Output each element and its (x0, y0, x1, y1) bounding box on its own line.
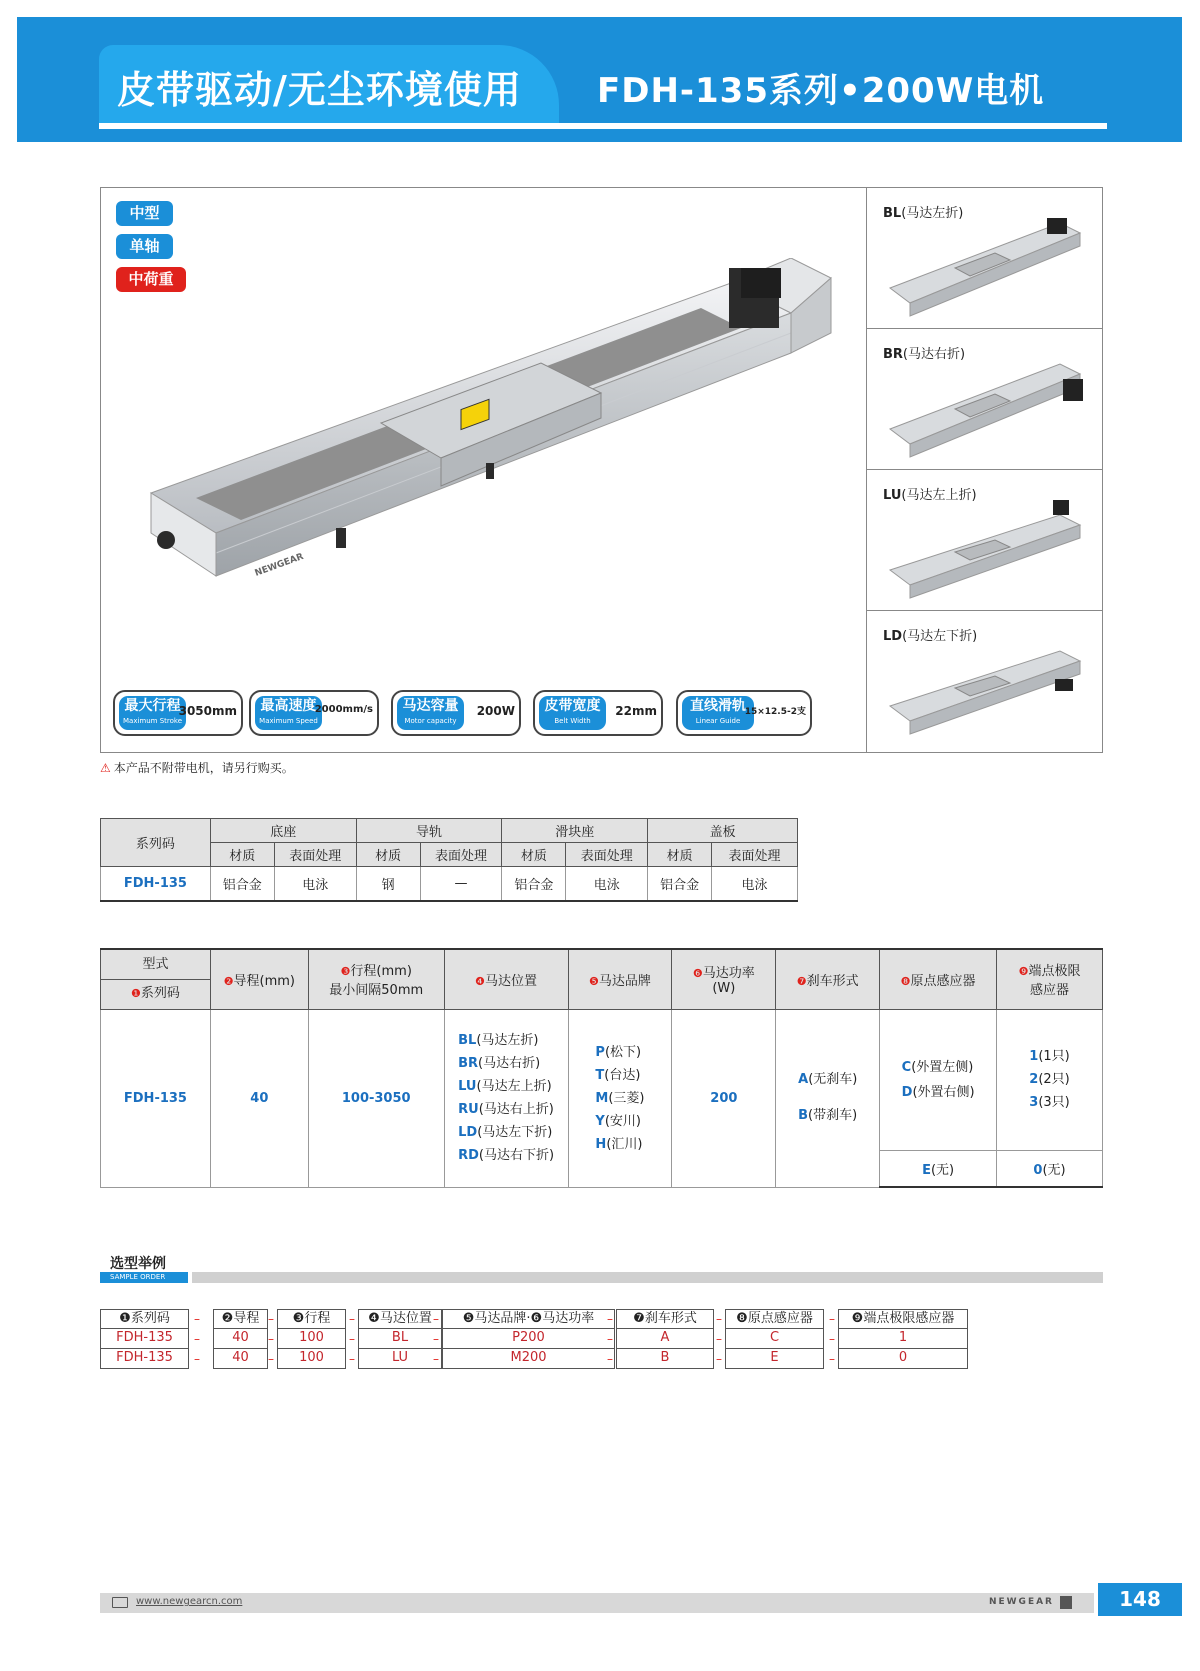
motor-brand-list: P(松下) T(台达) M(三菱) Y(安川) H(汇川) (568, 1009, 672, 1187)
variant-ld-image (885, 641, 1085, 741)
variant-br: BR(马达右折) (867, 329, 1102, 470)
separator-dash: – (716, 1312, 722, 1326)
separator-dash: – (716, 1332, 722, 1346)
mod-header-motor-brand: ❺马达品牌 (568, 949, 672, 1009)
separator-dash: – (268, 1332, 274, 1346)
limit-list: 1(1只) 2(2只) 3(3只) (997, 1009, 1103, 1151)
separator-dash: – (716, 1352, 722, 1366)
mod-header-motor-pos: ❹马达位置 (444, 949, 568, 1009)
separator-dash: – (433, 1312, 439, 1326)
separator-dash: – (194, 1332, 200, 1346)
sample-order-cell: M200 (442, 1349, 615, 1369)
sample-order-cell: 0 (838, 1349, 968, 1369)
sample-order-header-cell: ❹马达位置 (358, 1309, 442, 1329)
spec-belt-width: 皮带宽度 Belt Width 22mm (533, 690, 663, 736)
separator-dash: – (268, 1352, 274, 1366)
page-header (17, 17, 1182, 142)
page-number: 148 (1098, 1583, 1182, 1616)
separator-dash: – (268, 1312, 274, 1326)
material-table: 系列码 底座 导轨 滑块座 盖板 材质 表面处理 材质 表面处理 材质 表面处理 材质 表面处理 FDH-135 铝合金 电泳 钢 — 铝合金 电泳 铝合金 电泳 (100, 818, 798, 902)
separator-dash: – (607, 1352, 613, 1366)
table-row: FDH-135 铝合金 电泳 钢 — 铝合金 电泳 铝合金 电泳 (101, 867, 798, 901)
sample-order-header-cell: ❷导程 (213, 1309, 268, 1329)
variant-lu: LU(马达左上折) (867, 470, 1102, 611)
mat-header-rail: 导轨 (356, 819, 502, 843)
sample-order-cell: BL (358, 1329, 442, 1349)
sample-order-cell: B (616, 1349, 714, 1369)
product-image (141, 258, 841, 698)
footer-brand: NEWGEAR (988, 1597, 1054, 1607)
sample-order-cell: LU (358, 1349, 442, 1369)
mod-header-stroke: ❸行程(mm) 最小间隔50mm (308, 949, 444, 1009)
mod-header-limit: ❾端点极限 感应器 (997, 949, 1103, 1009)
variant-lu-image (885, 500, 1085, 600)
badge-load: 中荷重 (116, 267, 186, 292)
monitor-icon (112, 1597, 128, 1608)
header-left-title: 皮带驱动/无尘环境使用 (117, 68, 522, 112)
mod-header-brake: ❼刹车形式 (776, 949, 880, 1009)
sample-order-header-cell: ❾端点极限感应器 (838, 1309, 968, 1329)
warning-icon: ⚠ (100, 761, 111, 775)
separator-dash: – (433, 1352, 439, 1366)
separator-dash: – (349, 1312, 355, 1326)
sample-order-cell: P200 (442, 1329, 615, 1349)
sample-order-cell: FDH-135 (100, 1329, 189, 1349)
spec-max-speed: 最高速度 Maximum Speed 2000mm/s (249, 690, 379, 736)
separator-dash: – (829, 1352, 835, 1366)
sample-order-cell: A (616, 1329, 714, 1349)
mat-header-series: 系列码 (101, 819, 211, 867)
variant-br-image (885, 359, 1085, 459)
mat-header-cover: 盖板 (648, 819, 798, 843)
sample-order-cell: 40 (213, 1329, 268, 1349)
product-panel (100, 187, 1103, 753)
sample-order-title: 选型举例 (110, 1256, 166, 1272)
sample-order-header-cell: ❽原点感应器 (725, 1309, 824, 1329)
footer (100, 1593, 1094, 1613)
mod-header-lead: ❷导程(mm) (210, 949, 308, 1009)
spec-max-stroke: 最大行程 Maximum Stroke 3050mm (113, 690, 243, 736)
sample-order-cell: FDH-135 (100, 1349, 189, 1369)
sample-order-subtitle: SAMPLE ORDER (100, 1272, 188, 1283)
brand-engraving: NEWGEAR (253, 551, 305, 579)
product-main (101, 188, 867, 752)
limit-none: 0(无) (997, 1151, 1103, 1187)
mod-header-motor-power: ❻马达功率 (W) (672, 949, 776, 1009)
sample-order-cell: 100 (277, 1349, 346, 1369)
spec-linear-guide: 直线滑轨 Linear Guide 15×12.5-2支 (676, 690, 812, 736)
badge-axis: 单轴 (116, 234, 173, 259)
motor-position-list: BL(马达左折) BR(马达右折) LU(马达左上折) RU(马达右上折) LD(马达左下折) RD(马达右下折) (444, 1009, 568, 1187)
website-link[interactable]: www.newgearcn.com (136, 1596, 243, 1607)
origin-list: C(外置左侧) D(外置右侧) (880, 1009, 997, 1151)
header-right-title: FDH-135系列•200W电机 (597, 71, 1045, 111)
purchase-note: ⚠ 本产品不附带电机，请另行购买。 (100, 761, 294, 775)
sample-order-cell: 40 (213, 1349, 268, 1369)
badge-size: 中型 (116, 201, 173, 226)
origin-none: E(无) (880, 1151, 997, 1187)
separator-dash: – (349, 1332, 355, 1346)
spec-motor-capacity: 马达容量 Motor capacity 200W (391, 690, 521, 736)
motor-variants (867, 188, 1102, 752)
sample-order-header-cell: ❸行程 (277, 1309, 346, 1329)
separator-dash: – (194, 1312, 200, 1326)
mat-header-base: 底座 (210, 819, 356, 843)
sample-order-cell: 1 (838, 1329, 968, 1349)
mod-header-origin: ❽原点感应器 (880, 949, 997, 1009)
separator-dash: – (829, 1312, 835, 1326)
spec-strip (113, 690, 863, 738)
sample-order-header-cell: ❶系列码 (100, 1309, 189, 1329)
separator-dash: – (349, 1352, 355, 1366)
separator-dash: – (829, 1332, 835, 1346)
sample-order-cell: C (725, 1329, 824, 1349)
sample-order-cell: E (725, 1349, 824, 1369)
variant-bl: BL(马达左折) (867, 188, 1102, 329)
sample-order-header-cell: ❺马达品牌·❻马达功率 (442, 1309, 615, 1329)
separator-dash: – (433, 1332, 439, 1346)
mat-header-slider: 滑块座 (502, 819, 648, 843)
variant-bl-image (885, 218, 1085, 318)
sample-order-cell: 100 (277, 1329, 346, 1349)
separator-dash: – (607, 1312, 613, 1326)
mod-header-type: 型式 ❶系列码 (101, 949, 211, 1009)
separator-dash: – (194, 1352, 200, 1366)
sample-order-header-cell: ❼刹车形式 (616, 1309, 714, 1329)
separator-dash: – (607, 1332, 613, 1346)
table-row: FDH-135 40 100-3050 BL(马达左折) BR(马达右折) LU(马达左上折) RU(马达右上折) LD(马达左下折) RD(马达右下折) P(松下) T(台达) M(三菱) Y(安川) H(汇川) 200 A(无刹车) B(带刹车) C(外置左侧) D(外置右侧) 1(1只) 2(2只) 3(3只) (101, 1009, 1103, 1151)
brand-logo-icon (1060, 1596, 1072, 1609)
model-table (100, 948, 1103, 1188)
variant-ld: LD(马达左下折) (867, 611, 1102, 752)
brake-list: A(无刹车) B(带刹车) (776, 1009, 880, 1187)
